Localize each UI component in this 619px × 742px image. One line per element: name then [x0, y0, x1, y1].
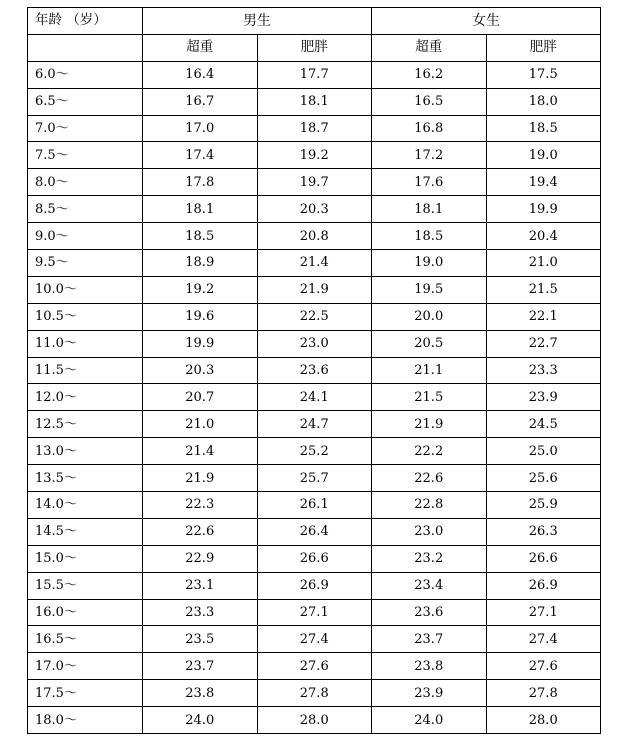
boys-obese-cell: 23.6 [257, 357, 372, 384]
table-row [28, 518, 601, 545]
boys-obese-cell: 24.1 [257, 384, 372, 411]
girls-obese-cell: 26.6 [486, 545, 601, 572]
boys-overweight-cell: 21.0 [143, 411, 258, 438]
age-cell: 13.0～ [28, 438, 143, 465]
girls-obese-cell: 28.0 [486, 707, 601, 734]
boys-overweight-cell: 21.9 [143, 465, 258, 492]
table-row [28, 142, 601, 169]
table-row [28, 492, 601, 519]
table-row [28, 626, 601, 653]
boys-overweight-cell: 22.3 [143, 492, 258, 519]
girls-obese-cell: 24.5 [486, 411, 601, 438]
boys-obese-cell: 24.7 [257, 411, 372, 438]
girls-obese-cell: 23.3 [486, 357, 601, 384]
age-cell: 17.5～ [28, 680, 143, 707]
age-header: 年龄 （岁） [28, 8, 143, 35]
table-row [28, 276, 601, 303]
subheader-empty [28, 34, 143, 61]
age-cell: 15.0～ [28, 545, 143, 572]
girls-overweight-cell: 23.7 [372, 626, 487, 653]
boys-overweight-cell: 18.9 [143, 250, 258, 277]
table-row [28, 196, 601, 223]
boys-overweight-cell: 19.6 [143, 303, 258, 330]
boys-obese-cell: 27.6 [257, 653, 372, 680]
boys-header: 男生 [143, 8, 372, 35]
girls-obese-cell: 25.9 [486, 492, 601, 519]
girls-overweight-cell: 21.9 [372, 411, 487, 438]
boys-overweight-cell: 23.8 [143, 680, 258, 707]
girls-header: 女生 [372, 8, 601, 35]
age-cell: 17.0～ [28, 653, 143, 680]
boys-obese-cell: 27.1 [257, 599, 372, 626]
header-row [28, 8, 601, 35]
boys-overweight-cell: 17.4 [143, 142, 258, 169]
boys-overweight-cell: 18.1 [143, 196, 258, 223]
boys-obese-header: 肥胖 [257, 34, 372, 61]
boys-obese-cell: 19.2 [257, 142, 372, 169]
boys-obese-cell: 25.2 [257, 438, 372, 465]
girls-overweight-cell: 21.1 [372, 357, 487, 384]
girls-obese-cell: 19.4 [486, 169, 601, 196]
table-row [28, 88, 601, 115]
boys-overweight-cell: 16.4 [143, 61, 258, 88]
table-row [28, 545, 601, 572]
bmi-table [27, 7, 601, 734]
age-cell: 13.5～ [28, 465, 143, 492]
age-cell: 15.5～ [28, 572, 143, 599]
girls-overweight-cell: 20.5 [372, 330, 487, 357]
table-row [28, 411, 601, 438]
girls-obese-header: 肥胖 [486, 34, 601, 61]
table-row [28, 572, 601, 599]
boys-overweight-cell: 16.7 [143, 88, 258, 115]
age-cell: 12.0～ [28, 384, 143, 411]
girls-obese-cell: 27.6 [486, 653, 601, 680]
girls-overweight-cell: 17.6 [372, 169, 487, 196]
girls-overweight-cell: 23.0 [372, 518, 487, 545]
girls-overweight-cell: 16.2 [372, 61, 487, 88]
boys-obese-cell: 26.4 [257, 518, 372, 545]
table-row [28, 357, 601, 384]
table-row [28, 707, 601, 734]
table-row [28, 599, 601, 626]
girls-overweight-cell: 18.5 [372, 223, 487, 250]
table-row [28, 223, 601, 250]
age-cell: 6.0～ [28, 61, 143, 88]
age-cell: 12.5～ [28, 411, 143, 438]
girls-overweight-cell: 23.6 [372, 599, 487, 626]
boys-obese-cell: 18.7 [257, 115, 372, 142]
boys-obese-cell: 27.8 [257, 680, 372, 707]
age-cell: 7.5～ [28, 142, 143, 169]
girls-obese-cell: 26.9 [486, 572, 601, 599]
age-cell: 10.0～ [28, 276, 143, 303]
boys-overweight-cell: 24.0 [143, 707, 258, 734]
boys-obese-cell: 21.9 [257, 276, 372, 303]
girls-overweight-cell: 23.8 [372, 653, 487, 680]
girls-obese-cell: 25.0 [486, 438, 601, 465]
girls-obese-cell: 25.6 [486, 465, 601, 492]
age-cell: 14.5～ [28, 518, 143, 545]
table-row [28, 303, 601, 330]
girls-overweight-cell: 24.0 [372, 707, 487, 734]
girls-overweight-cell: 22.2 [372, 438, 487, 465]
boys-obese-cell: 20.3 [257, 196, 372, 223]
age-cell: 9.0～ [28, 223, 143, 250]
girls-obese-cell: 19.9 [486, 196, 601, 223]
girls-overweight-cell: 20.0 [372, 303, 487, 330]
boys-overweight-cell: 18.5 [143, 223, 258, 250]
age-cell: 8.0～ [28, 169, 143, 196]
boys-obese-cell: 20.8 [257, 223, 372, 250]
boys-overweight-cell: 17.0 [143, 115, 258, 142]
girls-obese-cell: 21.0 [486, 250, 601, 277]
table-row [28, 465, 601, 492]
girls-overweight-header: 超重 [372, 34, 487, 61]
boys-overweight-cell: 23.5 [143, 626, 258, 653]
girls-overweight-cell: 23.4 [372, 572, 487, 599]
girls-obese-cell: 22.1 [486, 303, 601, 330]
girls-overweight-cell: 19.0 [372, 250, 487, 277]
girls-obese-cell: 19.0 [486, 142, 601, 169]
boys-overweight-cell: 17.8 [143, 169, 258, 196]
table-row [28, 653, 601, 680]
age-cell: 16.5～ [28, 626, 143, 653]
boys-overweight-cell: 21.4 [143, 438, 258, 465]
age-cell: 16.0～ [28, 599, 143, 626]
boys-obese-cell: 17.7 [257, 61, 372, 88]
boys-obese-cell: 19.7 [257, 169, 372, 196]
girls-overweight-cell: 23.2 [372, 545, 487, 572]
table-row [28, 680, 601, 707]
boys-overweight-cell: 20.7 [143, 384, 258, 411]
age-cell: 6.5～ [28, 88, 143, 115]
table-row [28, 61, 601, 88]
age-cell: 11.5～ [28, 357, 143, 384]
age-cell: 8.5～ [28, 196, 143, 223]
boys-obese-cell: 25.7 [257, 465, 372, 492]
boys-obese-cell: 18.1 [257, 88, 372, 115]
boys-overweight-cell: 19.9 [143, 330, 258, 357]
age-cell: 14.0～ [28, 492, 143, 519]
girls-obese-cell: 27.4 [486, 626, 601, 653]
girls-obese-cell: 17.5 [486, 61, 601, 88]
girls-overweight-cell: 22.8 [372, 492, 487, 519]
girls-obese-cell: 18.5 [486, 115, 601, 142]
boys-overweight-cell: 20.3 [143, 357, 258, 384]
boys-overweight-header: 超重 [143, 34, 258, 61]
table-row [28, 250, 601, 277]
boys-obese-cell: 26.6 [257, 545, 372, 572]
girls-obese-cell: 21.5 [486, 276, 601, 303]
boys-obese-cell: 22.5 [257, 303, 372, 330]
girls-overweight-cell: 18.1 [372, 196, 487, 223]
boys-obese-cell: 26.1 [257, 492, 372, 519]
table-body [28, 61, 601, 733]
girls-overweight-cell: 16.5 [372, 88, 487, 115]
age-cell: 10.5～ [28, 303, 143, 330]
subheader-row [28, 34, 601, 61]
age-cell: 9.5～ [28, 250, 143, 277]
girls-obese-cell: 18.0 [486, 88, 601, 115]
table-row [28, 169, 601, 196]
girls-obese-cell: 23.9 [486, 384, 601, 411]
boys-obese-cell: 28.0 [257, 707, 372, 734]
girls-obese-cell: 27.8 [486, 680, 601, 707]
girls-overweight-cell: 23.9 [372, 680, 487, 707]
table-row [28, 384, 601, 411]
boys-obese-cell: 21.4 [257, 250, 372, 277]
boys-obese-cell: 26.9 [257, 572, 372, 599]
boys-obese-cell: 23.0 [257, 330, 372, 357]
boys-overweight-cell: 23.3 [143, 599, 258, 626]
table-row [28, 330, 601, 357]
table-row [28, 438, 601, 465]
girls-obese-cell: 20.4 [486, 223, 601, 250]
girls-overweight-cell: 17.2 [372, 142, 487, 169]
girls-obese-cell: 26.3 [486, 518, 601, 545]
girls-obese-cell: 27.1 [486, 599, 601, 626]
girls-obese-cell: 22.7 [486, 330, 601, 357]
boys-overweight-cell: 23.7 [143, 653, 258, 680]
girls-overweight-cell: 19.5 [372, 276, 487, 303]
age-cell: 18.0～ [28, 707, 143, 734]
girls-overweight-cell: 22.6 [372, 465, 487, 492]
boys-overweight-cell: 22.9 [143, 545, 258, 572]
girls-overweight-cell: 16.8 [372, 115, 487, 142]
boys-obese-cell: 27.4 [257, 626, 372, 653]
boys-overweight-cell: 19.2 [143, 276, 258, 303]
girls-overweight-cell: 21.5 [372, 384, 487, 411]
age-cell: 11.0～ [28, 330, 143, 357]
table-row [28, 115, 601, 142]
boys-overweight-cell: 22.6 [143, 518, 258, 545]
boys-overweight-cell: 23.1 [143, 572, 258, 599]
age-cell: 7.0～ [28, 115, 143, 142]
